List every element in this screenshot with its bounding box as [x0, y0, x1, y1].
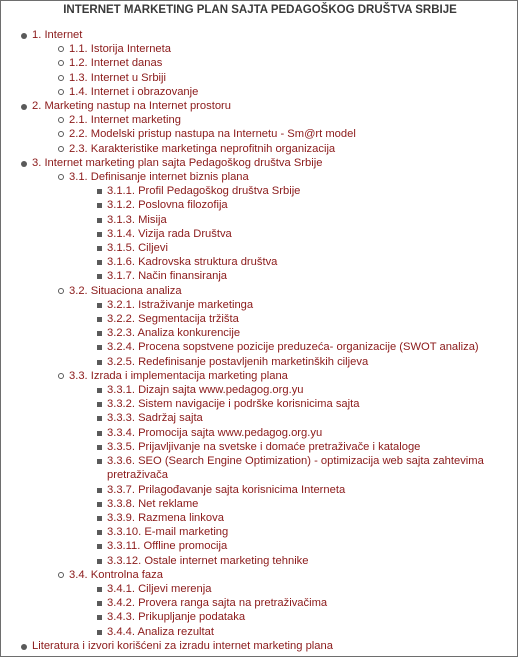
square-bullet-icon	[97, 303, 102, 308]
hollow-bullet-icon	[58, 146, 64, 152]
toc-link[interactable]: 3.4.1. Ciljevi merenja	[107, 582, 212, 595]
toc-section-4	[1, 639, 519, 653]
toc-item	[1, 56, 519, 70]
toc-link[interactable]: 2.1. Internet marketing	[69, 114, 181, 127]
toc-item	[1, 198, 519, 212]
hollow-bullet-icon	[58, 373, 64, 379]
toc-item	[1, 298, 519, 312]
square-bullet-icon	[97, 615, 102, 620]
square-bullet-icon	[97, 360, 102, 365]
toc-item	[1, 241, 519, 255]
toc-link[interactable]: 3.1. Definisanje internet biznis plana	[69, 171, 249, 184]
toc-link-1[interactable]: 1. Internet	[32, 29, 83, 41]
toc-item	[1, 554, 519, 568]
toc-subsection-3-4	[1, 568, 519, 639]
toc-link[interactable]: 3.3.9. Razmena linkova	[107, 511, 224, 524]
square-bullet-icon	[97, 331, 102, 336]
toc-link[interactable]: 3.3.7. Prilagođavanje sajta korisnicima Interneta	[107, 483, 346, 496]
toc-link[interactable]: 3.2.2. Segmentacija tržišta	[107, 313, 239, 326]
square-bullet-icon	[97, 416, 102, 421]
toc-item	[1, 85, 519, 99]
toc-link[interactable]: 3.1.7. Način finansiranja	[107, 270, 228, 283]
toc-item	[1, 454, 519, 482]
square-bullet-icon	[97, 317, 102, 322]
toc-item	[1, 184, 519, 198]
toc-item	[1, 483, 519, 497]
toc-subsection-3-3	[1, 369, 519, 568]
toc-item	[1, 71, 519, 85]
square-bullet-icon	[97, 232, 102, 237]
toc-link-2[interactable]: 2. Marketing nastup na Internet prostoru	[32, 100, 232, 113]
square-bullet-icon	[97, 459, 102, 464]
toc-item	[1, 440, 519, 454]
square-bullet-icon	[97, 345, 102, 350]
toc-item	[1, 525, 519, 539]
toc-item	[1, 625, 519, 639]
toc-link[interactable]: 3.3.6. SEO (Search Engine Optimization) - optimizacija web sajta zahtevima pretraživača	[107, 455, 484, 482]
toc-link[interactable]: 3.2. Situaciona analiza	[69, 284, 182, 297]
toc-link[interactable]: 3.1.2. Poslovna filozofija	[107, 199, 228, 212]
toc-link[interactable]: 3.1.6. Kadrovska struktura društva	[107, 256, 278, 269]
square-bullet-icon	[97, 559, 102, 564]
toc-link[interactable]: 1.2. Internet danas	[69, 57, 163, 70]
toc-item	[1, 596, 519, 610]
toc-link[interactable]: 3.2.1. Istraživanje marketinga	[107, 298, 254, 311]
toc-link[interactable]: 3.4.4. Analiza rezultat	[107, 625, 214, 638]
toc-item	[1, 426, 519, 440]
square-bullet-icon	[97, 488, 102, 493]
toc-link[interactable]: 1.4. Internet i obrazovanje	[69, 85, 199, 98]
toc-link[interactable]: 3.3.10. E-mail marketing	[107, 526, 229, 539]
toc-link[interactable]: 3.3.8. Net reklame	[107, 497, 199, 510]
square-bullet-icon	[97, 388, 102, 393]
toc-link[interactable]: 3.4. Kontrolna faza	[69, 568, 163, 581]
hollow-bullet-icon	[58, 288, 64, 294]
toc-item	[1, 42, 519, 56]
square-bullet-icon	[97, 203, 102, 208]
hollow-bullet-icon	[58, 89, 64, 95]
toc-item	[1, 142, 519, 156]
table-of-contents	[1, 28, 519, 653]
toc-item	[1, 113, 519, 127]
toc-link[interactable]: 3.3. Izrada i implementacija marketing plana	[69, 369, 288, 382]
toc-item	[1, 255, 519, 269]
toc-subsection-3-1	[1, 170, 519, 284]
square-bullet-icon	[97, 218, 102, 223]
toc-section-3	[1, 156, 519, 639]
square-bullet-icon	[97, 246, 102, 251]
toc-section-2	[1, 99, 519, 156]
toc-link[interactable]: 3.3.4. Promocija sajta www.pedagog.org.yu	[107, 426, 323, 439]
toc-subsection-3-2	[1, 284, 519, 369]
toc-item	[1, 497, 519, 511]
toc-link[interactable]: 1.3. Internet u Srbiji	[69, 71, 167, 84]
square-bullet-icon	[97, 587, 102, 592]
toc-item	[1, 340, 519, 354]
square-bullet-icon	[97, 630, 102, 635]
toc-item	[1, 326, 519, 340]
hollow-bullet-icon	[58, 75, 64, 81]
toc-item	[1, 355, 519, 369]
toc-item	[1, 227, 519, 241]
toc-link[interactable]: 3.3.3. Sadržaj sajta	[107, 412, 203, 425]
toc-item	[1, 582, 519, 596]
toc-link[interactable]: 3.3.12. Ostale internet marketing tehnike	[107, 554, 309, 567]
square-bullet-icon	[97, 530, 102, 535]
toc-section-1	[1, 28, 519, 99]
toc-link[interactable]: 2.2. Modelski pristup nastupa na Internetu - Sm@rt model	[69, 128, 356, 141]
square-bullet-icon	[97, 189, 102, 194]
toc-item	[1, 127, 519, 141]
square-bullet-icon	[97, 260, 102, 265]
toc-item	[1, 411, 519, 425]
square-bullet-icon	[97, 402, 102, 407]
toc-item	[1, 312, 519, 326]
toc-link-3[interactable]: 3. Internet marketing plan sajta Pedagoškog društva Srbije	[32, 156, 323, 169]
toc-link[interactable]: 3.2.3. Analiza konkurencije	[107, 327, 241, 340]
toc-link-literature[interactable]: Literatura i izvori korišćeni za izradu internet marketing plana	[32, 639, 333, 652]
toc-link[interactable]: 3.1.1. Profil Pedagoškog društva Srbije	[107, 185, 301, 198]
toc-link[interactable]: 3.1.5. Ciljevi	[107, 242, 168, 255]
filled-bullet-icon	[21, 161, 27, 167]
square-bullet-icon	[97, 502, 102, 507]
toc-link[interactable]: 3.3.11. Offline promocija	[107, 540, 228, 553]
page-title: INTERNET MARKETING PLAN SAJTA PEDAGOŠKOG DRUŠTVA SRBIJE	[63, 4, 457, 16]
toc-link[interactable]: 3.2.5. Redefinisanje postavljenih marketinških ciljeva	[107, 355, 369, 368]
filled-bullet-icon	[21, 104, 27, 110]
toc-link[interactable]: 3.4.2. Provera ranga sajta na pretraživačima	[107, 597, 328, 610]
hollow-bullet-icon	[58, 174, 64, 180]
toc-item	[1, 269, 519, 283]
toc-link[interactable]: 3.1.4. Vizija rada Društva	[107, 227, 232, 240]
square-bullet-icon	[97, 544, 102, 549]
square-bullet-icon	[97, 445, 102, 450]
toc-item	[1, 213, 519, 227]
toc-link[interactable]: 3.2.4. Procena sopstvene pozicije preduzeća- organizacije (SWOT analiza)	[107, 341, 479, 354]
toc-link[interactable]: 3.3.1. Dizajn sajta www.pedagog.org.yu	[107, 384, 304, 397]
toc-link[interactable]: 3.3.2. Sistem navigacije i podrške korisnicima sajta	[107, 398, 360, 411]
toc-link[interactable]: 2.3. Karakteristike marketinga neprofitnih organizacija	[69, 142, 336, 155]
toc-item	[1, 610, 519, 624]
filled-bullet-icon	[21, 33, 27, 39]
toc-link[interactable]: 3.1.3. Misija	[107, 213, 167, 226]
toc-item	[1, 511, 519, 525]
square-bullet-icon	[97, 516, 102, 521]
hollow-bullet-icon	[58, 572, 64, 578]
square-bullet-icon	[97, 431, 102, 436]
toc-item	[1, 539, 519, 553]
toc-item	[1, 383, 519, 397]
square-bullet-icon	[97, 601, 102, 606]
toc-link[interactable]: 1.1. Istorija Interneta	[69, 43, 171, 56]
toc-item	[1, 397, 519, 411]
filled-bullet-icon	[21, 644, 27, 650]
toc-link[interactable]: 3.4.3. Prikupljanje podataka	[107, 611, 246, 624]
square-bullet-icon	[97, 274, 102, 279]
toc-link[interactable]: 3.3.5. Prijavljivanje na svetske i domaće pretraživače i kataloge	[107, 440, 421, 453]
